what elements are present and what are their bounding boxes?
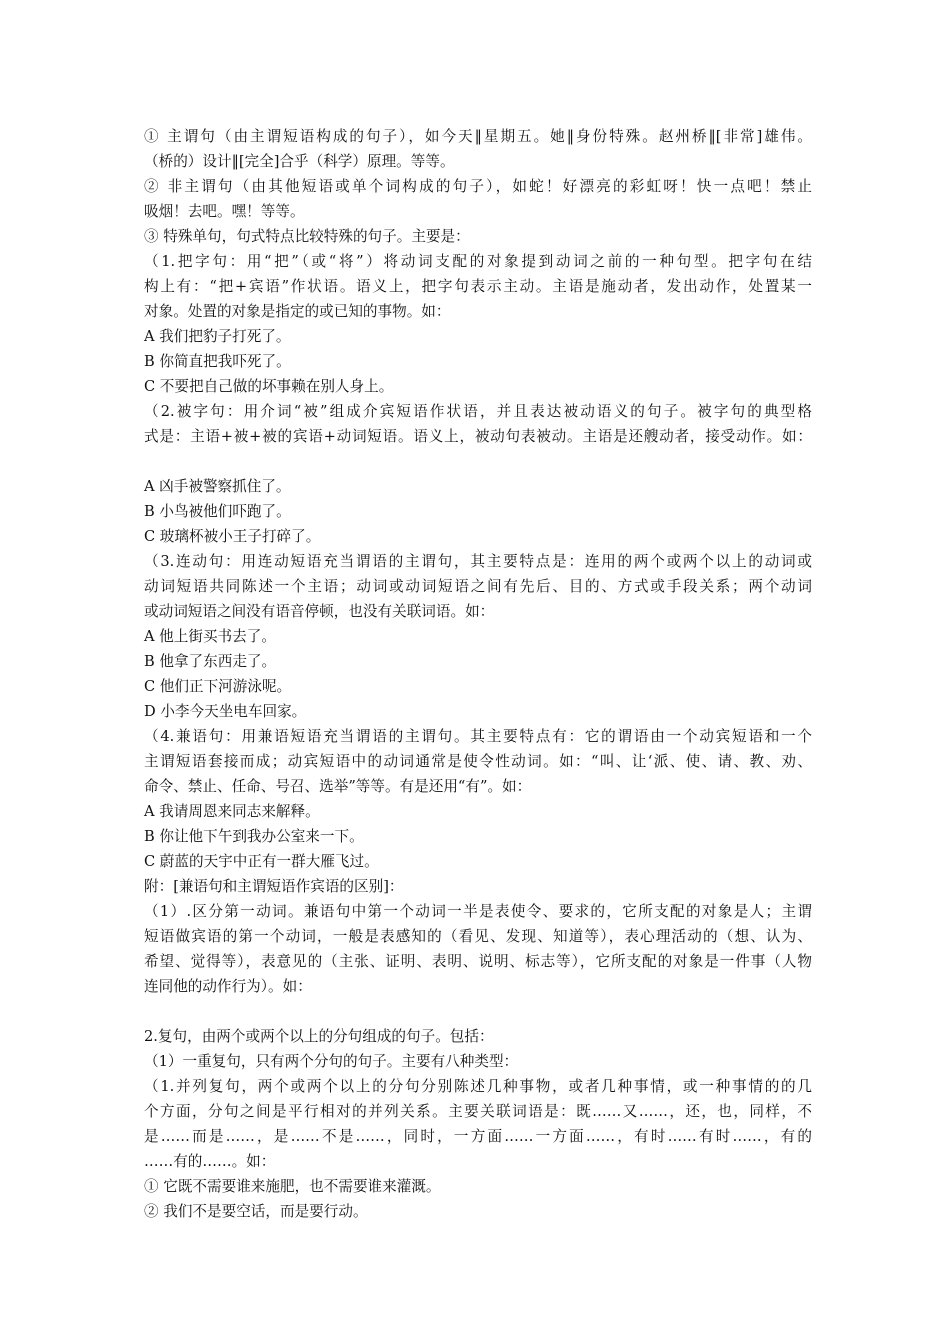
text-line: A 凶手被警察抓住了。	[144, 478, 291, 495]
text-line: ② 非主谓句（由其他短语或单个词构成的句子），如蛇！好漂亮的彩虹呀！快一点吧！禁止	[144, 178, 812, 195]
text-line: ……有的……。如：	[144, 1153, 276, 1170]
text-line: C 蔚蓝的天宇中正有一群大雁飞过。	[144, 853, 379, 870]
text-line: （1）.区分第一动词。兼语句中第一个动词一半是表使令、要求的，它所支配的对象是人；主谓	[144, 903, 812, 920]
text-line: B 小鸟被他们吓跑了。	[144, 503, 291, 520]
text-line: 构上有：“把+宾语”作状语。语义上，把字句表示主动。主语是施动者，发出动作，处置某一	[144, 278, 812, 295]
text-line: A 我请周恩来同志来解释。	[144, 803, 320, 820]
text-line: 2.复句，由两个或两个以上的分句组成的句子。包括：	[144, 1028, 494, 1045]
text-line: 吸烟！去吧。嘿！等等。	[144, 203, 305, 220]
text-line: 附：[兼语句和主谓短语作宾语的区别]：	[144, 878, 404, 895]
blank-line	[144, 449, 812, 474]
text-line: （2.被字句：用介词“被”组成介宾短语作状语，并且表达被动语义的句子。被字句的典型格	[144, 403, 812, 420]
text-line: 短语做宾语的第一个动词，一般是表感知的（看见、发现、知道等），表心理活动的（想、认为、	[144, 928, 812, 945]
text-line: D 小李今天坐电车回家。	[144, 703, 307, 720]
text-line: 连同他的动作行为）。如：	[144, 978, 312, 995]
text-line: 个方面，分句之间是平行相对的并列关系。主要关联词语是：既……又……，还，也，同样，不	[144, 1103, 812, 1120]
text-line: （1.把字句：用“把”（或“将”）将动词支配的对象提到动词之前的一种句型。把字句在结	[144, 253, 812, 270]
text-line: 希望、觉得等），表意见的（主张、证明、表明、说明、标志等），它所支配的对象是一件事（人物	[144, 953, 812, 970]
text-line: （桥的）设计‖[完全]合乎（科学）原理。等等。	[144, 153, 455, 170]
text-line: ③ 特殊单句，句式特点比较特殊的句子。主要是：	[144, 228, 470, 245]
text-line: （3.连动句：用连动短语充当谓语的主谓句，其主要特点是：连用的两个或两个以上的动词或	[144, 553, 812, 570]
text-line: 动词短语共同陈述一个主语；动词或动词短语之间有先后、目的、方式或手段关系；两个动词	[144, 578, 812, 595]
text-line: 主谓短语套接而成；动宾短语中的动词通常是使令性动词。如：“叫、让‘派、使、请、教、劝、	[144, 753, 812, 770]
text-line: ② 我们不是要空话，而是要行动。	[144, 1203, 368, 1220]
text-line: ① 主谓句（由主谓短语构成的句子），如今天‖星期五。她‖身份特殊。赵州桥‖[非常]雄伟。	[144, 128, 812, 145]
text-line: C 不要把自己做的坏事赖在别人身上。	[144, 378, 394, 395]
text-line: B 你让他下午到我办公室来一下。	[144, 828, 364, 845]
text-line: 式是：主语+被+被的宾语+动词短语。语义上，被动句表被动。主语是还艘动者，接受动作。如：	[144, 428, 812, 445]
text-line: 命令、禁止、任命、号召、选举”等等。有是还用“有”。如：	[144, 778, 532, 795]
text-line: B 他拿了东西走了。	[144, 653, 277, 670]
blank-line	[144, 999, 812, 1024]
text-line: A 他上街买书去了。	[144, 628, 276, 645]
text-line: 或动词短语之间没有语音停顿，也没有关联词语。如：	[144, 603, 495, 620]
text-line: （1）一重复句，只有两个分句的句子。主要有八种类型：	[144, 1053, 519, 1070]
text-line: 对象。处置的对象是指定的或已知的事物。如：	[144, 303, 451, 320]
text-line: （1.并列复句，两个或两个以上的分句分别陈述几种事物，或者几种事情，或一种事情的的几	[144, 1078, 812, 1095]
text-line: A 我们把豹子打死了。	[144, 328, 291, 345]
text-line: （4.兼语句：用兼语短语充当谓语的主谓句。其主要特点有：它的谓语由一个动宾短语和一个	[144, 728, 812, 745]
text-line: B 你简直把我吓死了。	[144, 353, 291, 370]
text-line: C 他们正下河游泳呢。	[144, 678, 292, 695]
text-line: C 玻璃杯被小王子打碎了。	[144, 528, 321, 545]
document-body	[144, 124, 812, 1224]
text-line: 是……而是……，是……不是……，同时，一方面……一方面……，有时……有时……，有的	[144, 1128, 812, 1145]
text-line: ① 它既不需要谁来施肥，也不需要谁来灌溉。	[144, 1178, 441, 1195]
